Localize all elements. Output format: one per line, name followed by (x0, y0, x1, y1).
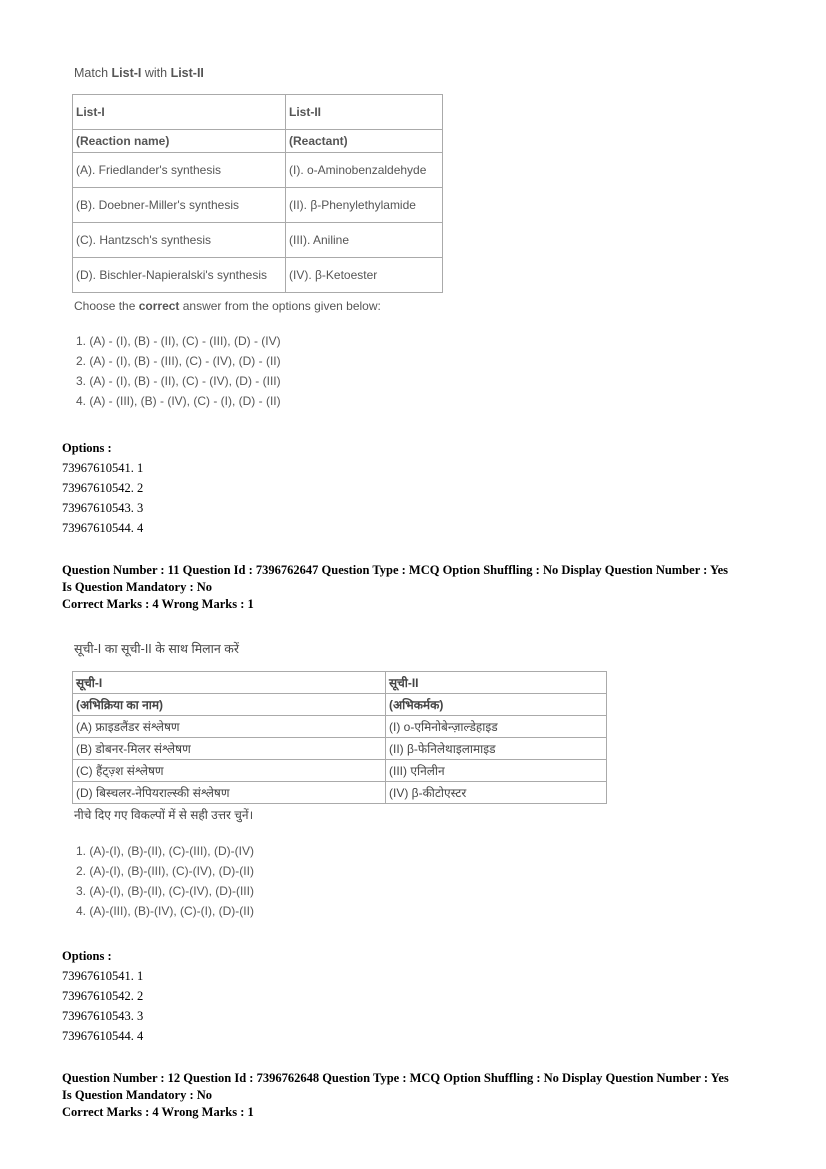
option-item: 73967610543. 3 (62, 1009, 144, 1023)
table-cell: (Reaction name) (73, 130, 286, 153)
list-item: 4. (A) - (III), (B) - (IV), (C) - (I), (D) - (II) (76, 394, 281, 408)
table-cell: (I). o-Aminobenzaldehyde (286, 153, 443, 188)
table-row (73, 223, 443, 258)
marks-line: Correct Marks : 4 Wrong Marks : 1 (62, 1105, 254, 1119)
match-instruction (74, 66, 472, 80)
table-cell: (II). β-Phenylethylamide (286, 188, 443, 223)
table-cell: (IV). β-Ketoester (286, 258, 443, 293)
table-cell: सूची-I (73, 672, 386, 694)
list-item: 3. (A)-(I), (B)-(II), (C)-(IV), (D)-(III) (76, 884, 254, 898)
answer-list (72, 841, 632, 921)
table-cell: (I) o-एमिनोबेन्ज़ाल्डेहाइड (386, 716, 607, 738)
table-cell: (III) एनिलीन (386, 760, 607, 782)
choose-instruction (74, 299, 472, 313)
table-cell: (B). Doebner-Miller's synthesis (73, 188, 286, 223)
question-10-image (72, 66, 472, 411)
table-cell: (II) β-फेनिलेथाइलामाइड (386, 738, 607, 760)
table-row (73, 716, 607, 738)
table-row (73, 130, 443, 153)
table-row (73, 782, 607, 804)
list-item: 4. (A)-(III), (B)-(IV), (C)-(I), (D)-(II) (76, 904, 254, 918)
list-item: 1. (A)-(I), (B)-(II), (C)-(III), (D)-(IV) (76, 844, 254, 858)
table-cell: List-II (286, 95, 443, 130)
choose-prefix: Choose the (74, 299, 139, 313)
table-cell: (अभिक्रिया का नाम) (73, 694, 386, 716)
table-cell: सूची-II (386, 672, 607, 694)
marks-line: Correct Marks : 4 Wrong Marks : 1 (62, 597, 254, 611)
option-item: 73967610541. 1 (62, 461, 144, 475)
table-cell: (A) फ्राइडलैंडर संश्लेषण (73, 716, 386, 738)
list-item: 2. (A)-(I), (B)-(III), (C)-(IV), (D)-(II) (76, 864, 254, 878)
list-item: 2. (A) - (I), (B) - (III), (C) - (IV), (D) - (II) (76, 354, 281, 368)
options-heading: Options : (62, 949, 112, 963)
option-item: 73967610542. 2 (62, 481, 144, 495)
table-cell: (IV) β-कीटोएस्टर (386, 782, 607, 804)
table-cell: (Reactant) (286, 130, 443, 153)
list-item: 1. (A) - (I), (B) - (II), (C) - (III), (D) - (IV) (76, 334, 281, 348)
mandatory-line: Is Question Mandatory : No (62, 580, 213, 594)
table-cell: (D). Bischler-Napieralski's synthesis (73, 258, 286, 293)
match-table (72, 671, 607, 804)
table-cell: (C). Hantzsch's synthesis (73, 223, 286, 258)
table-cell: (III). Aniline (286, 223, 443, 258)
table-row (73, 672, 607, 694)
choose-suffix: answer from the options given below: (179, 299, 381, 313)
match-table (72, 94, 443, 293)
table-cell: (A). Friedlander's synthesis (73, 153, 286, 188)
table-cell: (अभिकर्मक) (386, 694, 607, 716)
match-instruction: सूची-I का सूची-II के साथ मिलान करें (74, 642, 240, 656)
answer-list (72, 331, 472, 411)
choose-instruction: नीचे दिए गए विकल्पों में से सही उत्तर चुनें। (74, 808, 254, 822)
question-meta (62, 1070, 729, 1121)
intro-list-2: List-II (170, 66, 204, 80)
options-block (62, 948, 143, 1045)
option-item: 73967610544. 4 (62, 521, 144, 535)
options-heading: Options : (62, 441, 112, 455)
intro-prefix: Match (74, 66, 112, 80)
table-cell: (B) डोबनर-मिलर संश्लेषण (73, 738, 386, 760)
option-item: 73967610541. 1 (62, 969, 144, 983)
intro-mid: with (141, 66, 171, 80)
option-item: 73967610544. 4 (62, 1029, 144, 1043)
choose-bold: correct (138, 299, 180, 313)
table-cell: (D) बिस्चलर-नेपियराल्स्की संश्लेषण (73, 782, 386, 804)
table-row (73, 188, 443, 223)
question-info-line: Question Number : 12 Question Id : 7396762648 Question Type : MCQ Option Shuffling : No Display Question Number : Yes (62, 1071, 729, 1085)
table-cell: List-I (73, 95, 286, 130)
question-meta (62, 562, 728, 613)
mandatory-line: Is Question Mandatory : No (62, 1088, 213, 1102)
question-info-line: Question Number : 11 Question Id : 7396762647 Question Type : MCQ Option Shuffling : No Display Question Number : Yes (62, 563, 729, 577)
table-cell: (C) हैंट्ज़्श संश्लेषण (73, 760, 386, 782)
option-item: 73967610543. 3 (62, 501, 144, 515)
table-row (73, 694, 607, 716)
table-row (73, 153, 443, 188)
table-row (73, 738, 607, 760)
table-row (73, 760, 607, 782)
list-item: 3. (A) - (I), (B) - (II), (C) - (IV), (D) - (III) (76, 374, 281, 388)
table-row (73, 95, 443, 130)
option-item: 73967610542. 2 (62, 989, 144, 1003)
intro-list-1: List-I (111, 66, 142, 80)
table-row (73, 258, 443, 293)
question-11-image (72, 640, 632, 921)
options-block (62, 440, 143, 537)
